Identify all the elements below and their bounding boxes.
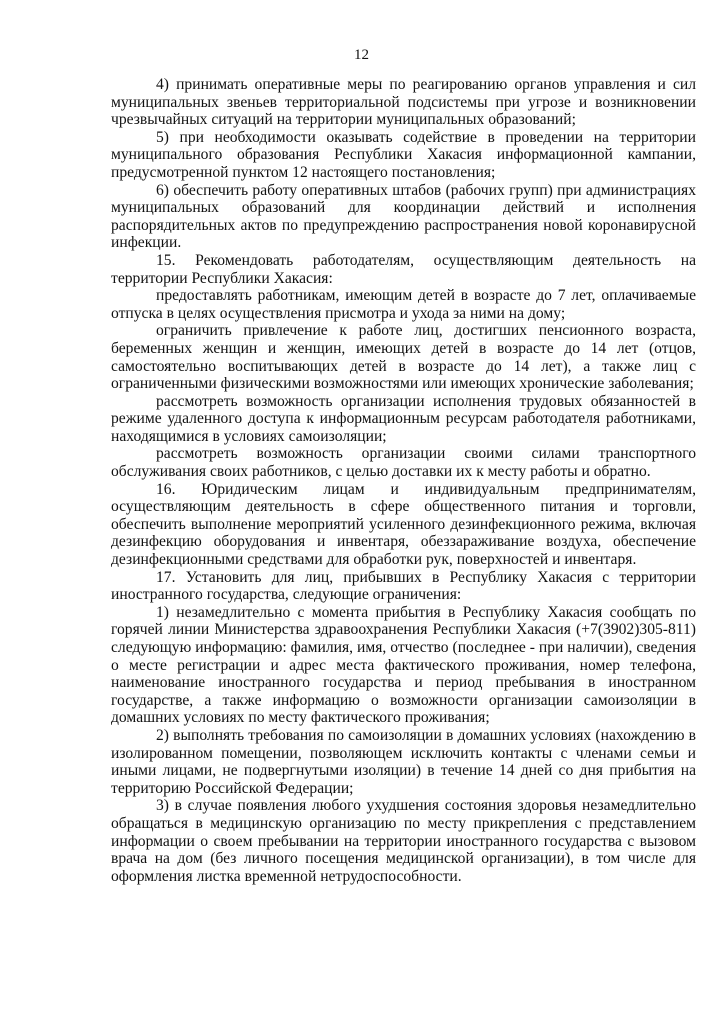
paragraph-remote-work: рассмотреть возможность организации исполнения трудовых обязанностей в режиме удаленного доступа к информационным ресурсам работодателя работниками, находящимися в условиях самоизоляции; xyxy=(111,392,696,445)
paragraph-17-3-medical-contact: 3) в случае появления любого ухудшения состояния здоровья незамедлительно обращаться в медицинскую организацию по месту прикрепления с представлением информации о своем пребывании на территории иностранного государства с вызовом врача на дом (без личного посещения медицинской организации), в том числе для оформления листка временной нетрудоспособности. xyxy=(111,797,696,885)
document-body xyxy=(111,76,696,885)
paragraph-limit-employment: ограничить привлечение к работе лиц, достигших пенсионного возраста, беременных женщин и женщин, имеющих детей в возрасте до 14 лет (отцов, самостоятельно воспитывающих детей в возрасте до 14 лет), а также лиц с ограниченными физическими возможностями или имеющих хронические заболевания; xyxy=(111,322,696,393)
paragraph-17-2-self-isolation: 2) выполнять требования по самоизоляции в домашних условиях (нахождению в изолированном помещении, позволяющем исключить контакты с членами семьи и иными лицами, не подвергнутыми изоляции) в течение 14 дней со дня прибытия на территорию Российской Федерации; xyxy=(111,726,696,797)
page-number: 12 xyxy=(354,47,369,63)
paragraph-4-operational-measures: 4) принимать оперативные меры по реагированию органов управления и сил муниципальных звеньев территориальной подсистемы при угрозе и возникновении чрезвычайных ситуаций на территории муниципальных образований; xyxy=(111,76,696,129)
paragraph-17-1-hotline-report: 1) незамедлительно с момента прибытия в Республику Хакасия сообщать по горячей линии Министерства здравоохранения Республики Хакасия (+7(3902)305-811) следующую информацию: фамилия, имя, отчество (последнее - при наличии), сведения о месте регистрации и адрес места фактического проживания, номер телефона, наименование иностранного государства и период пребывания в иностранном государстве, а также информацию о возможности организации самоизоляции в домашних условиях по месту фактического проживания; xyxy=(111,603,696,727)
paragraph-5-info-campaign: 5) при необходимости оказывать содействие в проведении на территории муниципального образования Республики Хакасия информационной кампании, предусмотренной пунктом 12 настоящего постановления; xyxy=(111,128,696,181)
paragraph-6-operational-headquarters: 6) обеспечить работу оперативных штабов (рабочих групп) при администрациях муниципальных образований для координации действий и исполнения распорядительных актов по предупреждению распространения новой коронавирусной инфекции. xyxy=(111,181,696,252)
paragraph-transport-service: рассмотреть возможность организации своими силами транспортного обслуживания своих работников, с целью доставки их к месту работы и обратно. xyxy=(111,445,696,481)
paragraph-16-disinfection: 16. Юридическим лицам и индивидуальным предпринимателям, осуществляющим деятельность в сфере общественного питания и торговли, обеспечить выполнение мероприятий усиленного дезинфекционного режима, включая дезинфекцию оборудования и инвентаря, обеззараживание воздуха, обеспечение дезинфекционными средствами для обработки рук, поверхностей и инвентаря. xyxy=(111,480,696,569)
paragraph-15-employer-recommendations: 15. Рекомендовать работодателям, осуществляющим деятельность на территории Республики Хакасия: xyxy=(111,251,696,287)
paragraph-17-arrival-restrictions: 17. Установить для лиц, прибывших в Республику Хакасия с территории иностранного государства, следующие ограничения: xyxy=(111,568,696,604)
paragraph-paid-leave: предоставлять работникам, имеющим детей в возрасте до 7 лет, оплачиваемые отпуска в целях осуществления присмотра и ухода за ними на дому; xyxy=(111,287,696,322)
